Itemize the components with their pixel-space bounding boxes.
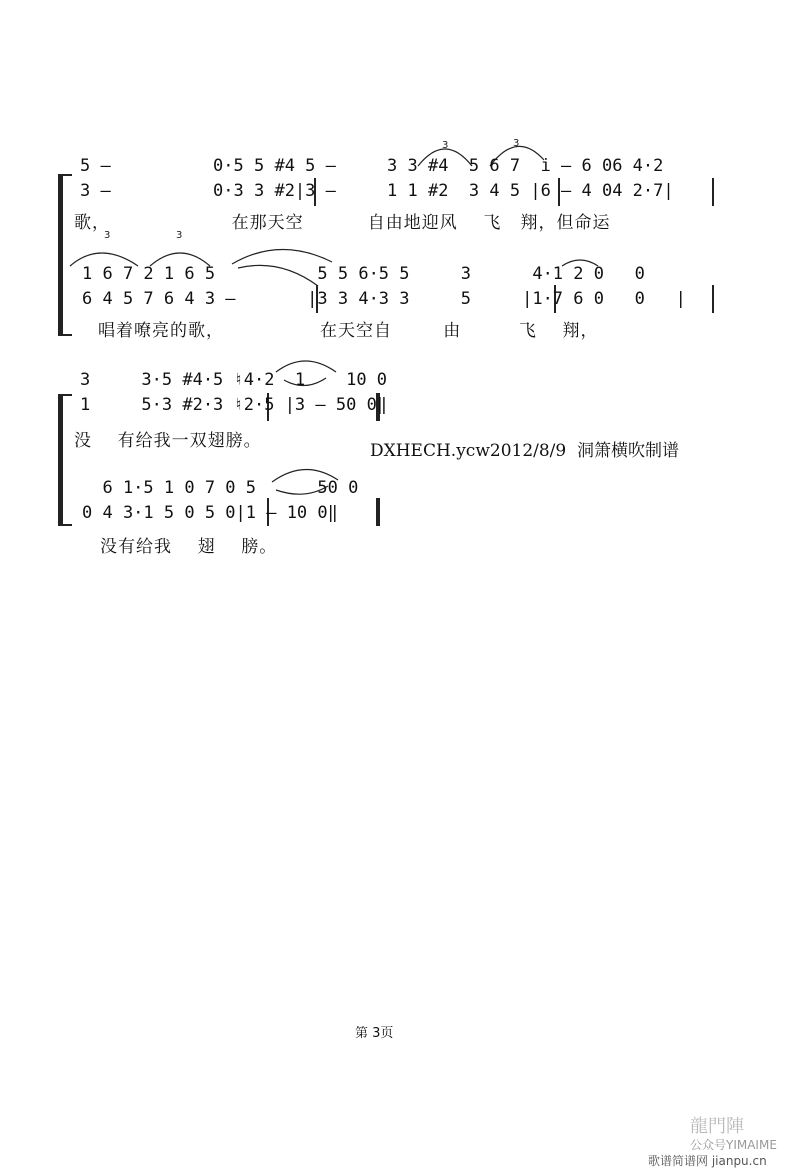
system2-lower-voice1: 6 1·5 1 0 7 0 5 50 0 xyxy=(82,478,359,498)
triplet-mark: 3 xyxy=(513,138,520,149)
transcriber-credit: DXHECH.ycw2012/8/9 洞箫横吹制谱 xyxy=(370,441,680,461)
system1-lower-voice1: 1 6 7 2 1 6 5 5 5 6·5 5 3 4·1 2 0 0 xyxy=(82,264,645,284)
page-number: 第 3页 xyxy=(355,1026,394,1041)
system1-lower-voice2: 6 4 5 7 6 4 3 – |3 3 4·3 3 5 |1·7 6 0 0 | xyxy=(82,289,686,309)
triplet-mark: 3 xyxy=(442,140,449,151)
system2-upper-voice2: 1 5·3 #2·3 ♮2·5 |3 – 50 0‖ xyxy=(80,395,388,415)
triplet-mark: 3 xyxy=(104,230,111,241)
watermark-brand: 龍門陣 xyxy=(690,1116,744,1137)
system1-lower-lyric: 唱着嘹亮的歌， 在天空自 由 飞 翔， xyxy=(98,321,599,341)
triplet-mark: 3 xyxy=(176,230,183,241)
system2-lower-voice2: 0 4 3·1 5 0 5 0|1 – 10 0‖ xyxy=(82,503,338,523)
system1-upper-lyric: 歌， 在那天空 自由地迎风 飞 翔，但命运 xyxy=(74,213,611,233)
system2-upper-lyric: 没 有给我一双翅膀。 xyxy=(74,431,262,451)
system1-upper-voice1: 5 – 0·5 5 #4 5 – 3 3 #4 5 6 7 i – 6 06 4·2 xyxy=(80,156,664,176)
watermark-account: 公众号YIMAIME xyxy=(690,1138,777,1152)
system1-upper-voice2: 3 – 0·3 3 #2|3 – 1 1 #2 3 4 5 |6 – 4 04 2·7| xyxy=(80,181,674,201)
tie-arc xyxy=(232,249,332,264)
system2-upper-voice1: 3 3·5 #4·5 ♮4·2 1 10 0 xyxy=(80,370,388,390)
system2-lower-lyric: 没有给我 翅 膀。 xyxy=(100,537,278,557)
watermark-site: 歌谱简谱网 jianpu.cn xyxy=(648,1154,767,1168)
